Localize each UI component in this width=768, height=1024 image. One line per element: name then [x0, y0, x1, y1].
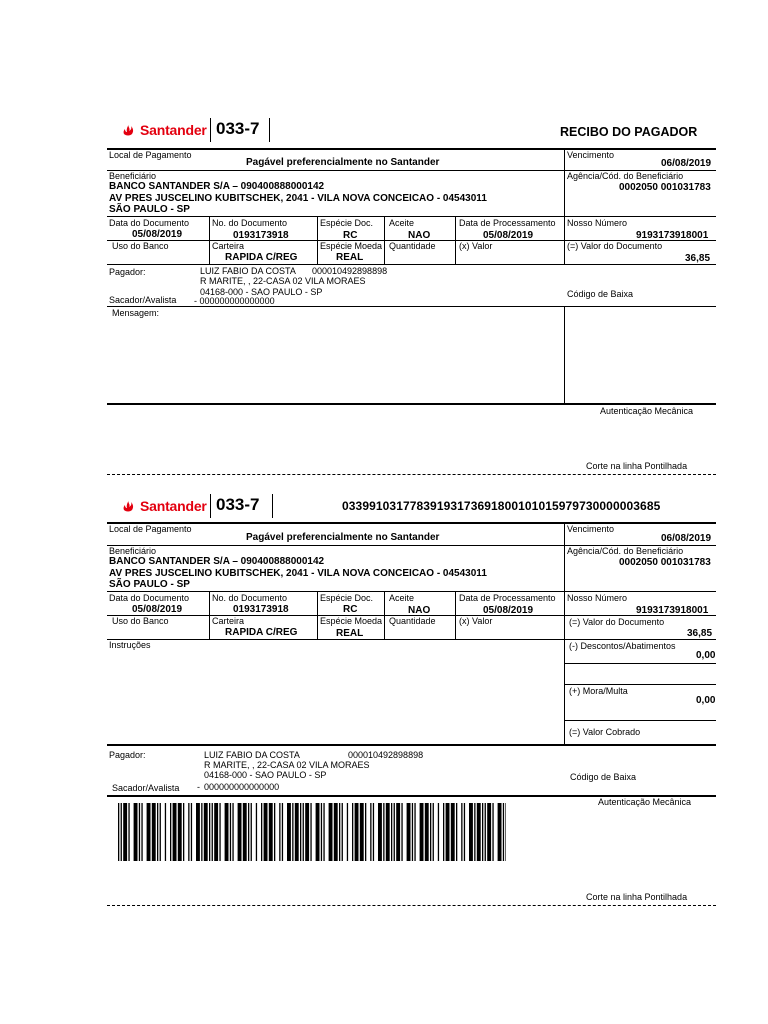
rule [384, 591, 385, 639]
barcode-bar [370, 803, 371, 861]
barcode-bar [305, 803, 309, 861]
barcode-bar [334, 803, 338, 861]
barcode-bar [300, 803, 301, 861]
barcode-bar [461, 803, 462, 861]
cut-line [107, 905, 716, 906]
barcode-bar [134, 803, 138, 861]
barcode-bar [430, 803, 431, 861]
rule [317, 591, 318, 639]
nosso-numero: 9193173918001 [636, 605, 709, 616]
especie-doc: RC [343, 604, 358, 615]
rule [107, 522, 716, 524]
mora-label: (+) Mora/Multa [569, 686, 628, 696]
barcode-bar [118, 803, 119, 861]
barcode-bar [287, 803, 291, 861]
valor-documento-label: (=) Valor do Documento [569, 617, 665, 627]
especie-doc-label: Espécie Doc. [320, 593, 374, 603]
data-processamento-label: Data de Processamento [459, 218, 556, 228]
numero-documento-label: No. do Documento [212, 593, 288, 603]
vencimento-label: Vencimento [567, 524, 615, 534]
aceite-label: Aceite [389, 218, 415, 228]
rule [384, 216, 385, 264]
corte-label: Corte na linha Pontilhada [586, 892, 688, 902]
beneficiario-label: Beneficiário [109, 171, 157, 181]
valor-label: (x) Valor [459, 616, 493, 626]
rule [317, 216, 318, 264]
barcode-bar [261, 803, 262, 861]
local-pagamento: Pagável preferencialmente no Santander [246, 157, 440, 168]
pagador-name: LUIZ FABIO DA COSTA [204, 750, 300, 760]
barcode-bar [212, 803, 213, 861]
barcode-bar [373, 803, 374, 861]
barcode-bar [201, 803, 202, 861]
rule [564, 523, 565, 744]
barcode-bar [157, 803, 158, 861]
valor-documento: 36,85 [687, 628, 713, 639]
pagador-name: LUIZ FABIO DA COSTA [200, 266, 296, 276]
data-documento-label: Data do Documento [109, 218, 190, 228]
barcode-bar [214, 803, 218, 861]
barcode-bar [412, 803, 413, 861]
sacador-dash: - [197, 782, 200, 792]
barcode-bar [264, 803, 268, 861]
barcode-bar [219, 803, 220, 861]
quantidade-label: Quantidade [389, 616, 436, 626]
barcode-bar [355, 803, 359, 861]
barcode-bar [303, 803, 304, 861]
flame-icon [122, 499, 136, 513]
mensagem-label: Mensagem: [112, 308, 160, 318]
barcode-bar [438, 803, 439, 861]
data-processamento: 05/08/2019 [483, 230, 534, 241]
rule [455, 591, 456, 639]
rule [455, 216, 456, 264]
rule [107, 744, 716, 746]
codigo-baixa-label: Código de Baixa [567, 289, 634, 299]
especie-doc: RC [343, 230, 358, 241]
beneficiario-name: BANCO SANTANDER S/A – 090400888000142 [109, 556, 325, 567]
descontos: 0,00 [696, 650, 716, 661]
barcode-bar [477, 803, 481, 861]
barcode-bar [269, 803, 273, 861]
aceite: NAO [408, 230, 431, 241]
barcode-bar [503, 803, 504, 861]
data-processamento: 05/08/2019 [483, 605, 534, 616]
rule [564, 720, 716, 721]
carteira-label: Carteira [212, 616, 245, 626]
pagador-id: 000010492898898 [348, 750, 424, 760]
barcode-bar [170, 803, 171, 861]
barcode-bar [160, 803, 161, 861]
logo-divider-right [269, 118, 270, 142]
barcode-bar [191, 803, 192, 861]
barcode-bar [225, 803, 229, 861]
rule [107, 639, 716, 640]
barcode-bar [492, 803, 493, 861]
bank-code: 033-7 [216, 495, 260, 514]
barcode-bar [310, 803, 311, 861]
sacador-value: 000000000000000 [204, 782, 280, 792]
barcode-bar [292, 803, 293, 861]
barcode-bar [178, 803, 182, 861]
barcode-bar [394, 803, 395, 861]
pagador-label: Pagador: [109, 267, 146, 277]
barcode-bar [329, 803, 333, 861]
sacador-label: Sacador/Avalista [109, 295, 177, 305]
vencimento: 06/08/2019 [661, 158, 712, 169]
barcode-bar [321, 803, 322, 861]
agencia: 0002050 001031783 [619, 182, 711, 193]
local-pagamento-label: Local de Pagamento [109, 524, 192, 534]
vencimento: 06/08/2019 [661, 533, 712, 544]
nosso-numero-label: Nosso Número [567, 593, 628, 603]
barcode-bar [279, 803, 280, 861]
data-documento: 05/08/2019 [132, 229, 183, 240]
barcode-icon [118, 803, 506, 861]
barcode-bar [342, 803, 343, 861]
barcode-bar [383, 803, 384, 861]
barcode-bar [183, 803, 184, 861]
valor-cobrado-label: (=) Valor Cobrado [569, 727, 641, 737]
barcode-bar [139, 803, 140, 861]
data-documento-label: Data do Documento [109, 593, 190, 603]
beneficiario-label: Beneficiário [109, 546, 157, 556]
barcode-bar [378, 803, 382, 861]
pagador-city: 04168-000 - SAO PAULO - SP [200, 287, 323, 297]
rule [107, 148, 716, 150]
receipt-title: RECIBO DO PAGADOR [560, 125, 698, 139]
valor-documento: 36,85 [685, 253, 711, 264]
mora: 0,00 [696, 695, 716, 706]
logo-divider-left [210, 118, 211, 142]
rule [107, 216, 716, 217]
linha-digitavel: 03399103177839193173691800101015979730000003685 [342, 499, 661, 513]
sacador-value: - 000000000000000 [194, 296, 275, 306]
especie-moeda-label: Espécie Moeda [320, 241, 383, 251]
barcode-bar [451, 803, 455, 861]
logo-divider-right [272, 494, 273, 518]
barcode-bar [274, 803, 275, 861]
nosso-numero: 9193173918001 [636, 230, 709, 241]
quantidade-label: Quantidade [389, 241, 436, 251]
barcode-bar [165, 803, 166, 861]
numero-documento-label: No. do Documento [212, 218, 288, 228]
aceite: NAO [408, 605, 431, 616]
barcode-bar [347, 803, 348, 861]
rule [209, 216, 210, 264]
barcode-bar [196, 803, 200, 861]
santander-logo [122, 122, 207, 138]
barcode-bar [474, 803, 475, 861]
barcode-bar [316, 803, 320, 861]
agencia-label: Agência/Cód. do Beneficiário [567, 546, 684, 556]
bank-name: Santander [140, 498, 207, 514]
agencia-label: Agência/Cód. do Beneficiário [567, 171, 684, 181]
flame-icon [122, 123, 136, 137]
cut-line [107, 474, 716, 475]
data-processamento-label: Data de Processamento [459, 593, 556, 603]
especie-moeda-label: Espécie Moeda [320, 616, 383, 626]
numero-documento: 0193173918 [233, 230, 289, 241]
carteira-label: Carteira [212, 241, 245, 251]
carteira: RAPIDA C/REG [225, 627, 298, 638]
barcode-bar [386, 803, 390, 861]
barcode-bar [238, 803, 242, 861]
barcode-bar [230, 803, 231, 861]
rule [564, 684, 716, 685]
barcode-bar [123, 803, 127, 861]
barcode-bar [282, 803, 283, 861]
barcode-bar [251, 803, 252, 861]
barcode-bar [173, 803, 177, 861]
beneficiario-city: SÃO PAULO - SP [109, 204, 190, 215]
barcode-bar [323, 803, 324, 861]
barcode-bar [128, 803, 129, 861]
rule [107, 591, 716, 592]
beneficiario-city: SÃO PAULO - SP [109, 579, 190, 590]
sacador-label: Sacador/Avalista [112, 783, 180, 793]
especie-moeda: REAL [336, 628, 364, 639]
pagador-address: R MARITE, , 22-CASA 02 VILA MORAES [204, 760, 370, 770]
valor-documento-label: (=) Valor do Documento [567, 241, 663, 251]
data-documento: 05/08/2019 [132, 604, 183, 615]
descontos-label: (-) Descontos/Abatimentos [569, 641, 676, 651]
barcode-bar [391, 803, 392, 861]
barcode-bar [420, 803, 424, 861]
nosso-numero-label: Nosso Número [567, 218, 628, 228]
barcode-bar [396, 803, 400, 861]
barcode-bar [256, 803, 257, 861]
especie-doc-label: Espécie Doc. [320, 218, 374, 228]
pagador-label: Pagador: [109, 750, 146, 760]
rule [107, 306, 716, 307]
barcode-bar [498, 803, 502, 861]
barcode-bar [243, 803, 247, 861]
barcode-bar [339, 803, 340, 861]
barcode-bar [464, 803, 465, 861]
barcode-bar [352, 803, 353, 861]
valor-label: (x) Valor [459, 241, 493, 251]
bank-name: Santander [140, 122, 207, 138]
barcode-bar [485, 803, 486, 861]
agencia: 0002050 001031783 [619, 557, 711, 568]
barcode-bar [365, 803, 366, 861]
barcode-bar [360, 803, 364, 861]
barcode-bar [147, 803, 151, 861]
autenticacao-label: Autenticação Mecânica [600, 406, 694, 416]
barcode-bar [209, 803, 210, 861]
pagador-id: 000010492898898 [312, 266, 388, 276]
pagador-city: 04168-000 - SAO PAULO - SP [204, 770, 327, 780]
corte-label: Corte na linha Pontilhada [586, 461, 688, 471]
barcode-bar [425, 803, 429, 861]
barcode-bar [401, 803, 402, 861]
bank-code: 033-7 [216, 119, 260, 138]
aceite-label: Aceite [389, 593, 415, 603]
instrucoes-label: Instruções [109, 640, 151, 650]
rule [209, 591, 210, 639]
codigo-baixa-label: Código de Baixa [570, 772, 637, 782]
especie-moeda: REAL [336, 252, 364, 263]
autenticacao-label: Autenticação Mecânica [598, 797, 692, 807]
barcode-bar [232, 803, 233, 861]
barcode-bar [407, 803, 411, 861]
barcode-bar [188, 803, 189, 861]
barcode-bar [204, 803, 208, 861]
barcode-bar [482, 803, 483, 861]
beneficiario-address: AV PRES JUSCELINO KUBITSCHEK, 2041 - VILA NOVA CONCEICAO - 04543011 [109, 568, 487, 579]
barcode-bar [505, 803, 506, 861]
barcode-bar [414, 803, 415, 861]
uso-banco-label: Uso do Banco [112, 616, 169, 626]
barcode-bar [248, 803, 249, 861]
barcode-bar [433, 803, 434, 861]
beneficiario-address: AV PRES JUSCELINO KUBITSCHEK, 2041 - VILA NOVA CONCEICAO - 04543011 [109, 193, 487, 204]
numero-documento: 0193173918 [233, 604, 289, 615]
uso-banco-label: Uso do Banco [112, 241, 169, 251]
carteira: RAPIDA C/REG [225, 252, 298, 263]
beneficiario-name: BANCO SANTANDER S/A – 090400888000142 [109, 181, 325, 192]
barcode-bar [141, 803, 142, 861]
rule [564, 306, 565, 403]
rule [107, 403, 716, 405]
barcode-bar [487, 803, 491, 861]
santander-logo [122, 498, 207, 514]
barcode-bar [456, 803, 457, 861]
local-pagamento: Pagável preferencialmente no Santander [246, 532, 440, 543]
pagador-address: R MARITE, , 22-CASA 02 VILA MORAES [200, 276, 366, 286]
rule [107, 264, 716, 265]
barcode-bar [295, 803, 299, 861]
logo-divider-left [210, 494, 211, 518]
barcode-bar [469, 803, 473, 861]
rule [564, 663, 716, 664]
rule [564, 149, 565, 264]
barcode-bar [121, 803, 122, 861]
barcode-bar [443, 803, 444, 861]
barcode-bar [152, 803, 156, 861]
barcode-bar [446, 803, 450, 861]
vencimento-label: Vencimento [567, 150, 615, 160]
local-pagamento-label: Local de Pagamento [109, 150, 192, 160]
